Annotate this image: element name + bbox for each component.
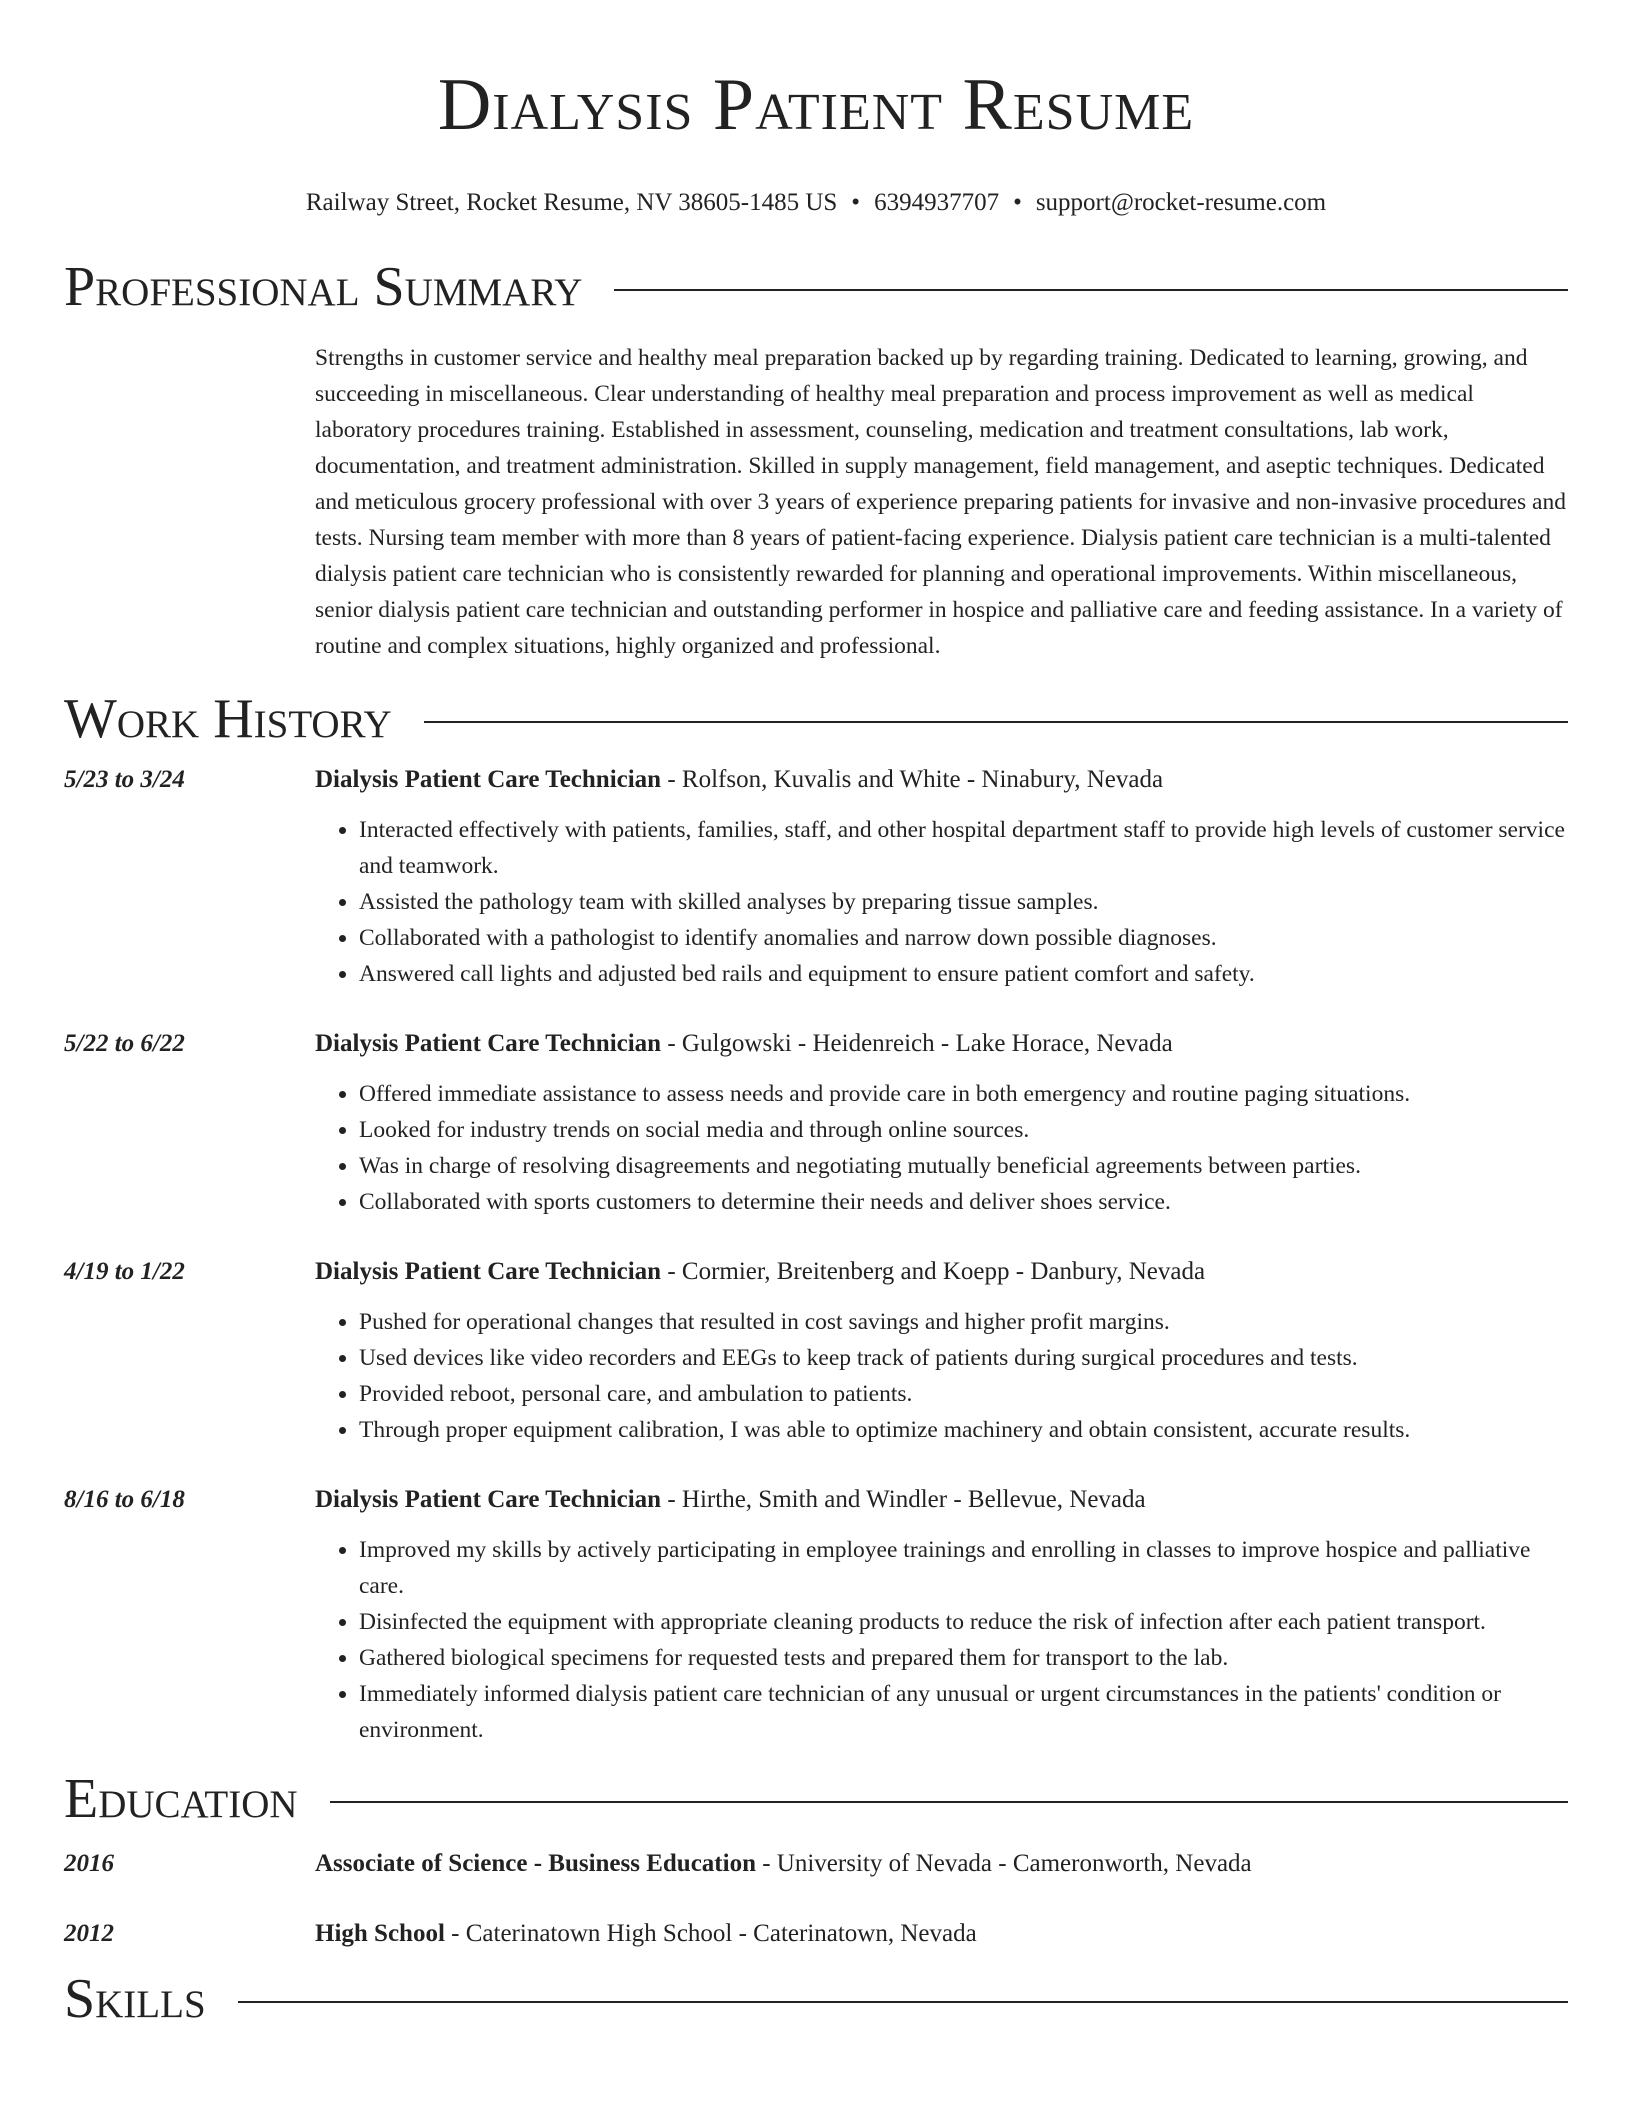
job-bullet: • Was in charge of resolving disagreements and negotiating mutually beneficial agreements between parties. <box>359 1148 1568 1184</box>
job-bullets <box>315 1076 1568 1220</box>
education-entry <box>64 1916 1568 1952</box>
contact-email: support@rocket-resume.com <box>1035 189 1327 216</box>
job-dates: 5/23 to 3/24 <box>64 766 185 793</box>
skills-section-header <box>64 1968 1568 2030</box>
job-bullet: • Looked for industry trends on social media and through online sources. <box>359 1112 1568 1148</box>
job-body <box>315 1026 1568 1220</box>
job-bullet: • Gathered biological specimens for requested tests and prepared them for transport to the lab. <box>359 1640 1568 1676</box>
job-bullet: • Pushed for operational changes that resulted in cost savings and higher profit margins. <box>359 1304 1568 1340</box>
job-bullet: • Disinfected the equipment with appropriate cleaning products to reduce the risk of infection after each patient transport. <box>359 1604 1568 1640</box>
job-employer: - Rolfson, Kuvalis and White - Ninabury, Nevada <box>661 766 1164 793</box>
work-heading: Work History <box>64 688 392 750</box>
section-divider <box>424 721 1568 723</box>
contact-address: Railway Street, Rocket Resume, NV 38605-1485 US <box>305 189 838 216</box>
job-entry <box>64 1254 1568 1448</box>
separator-bullet: • <box>1013 189 1022 216</box>
education-degree: High School <box>315 1920 445 1947</box>
skills-heading: Skills <box>64 1968 206 2030</box>
education-entry <box>64 1846 1568 1882</box>
job-bullet: • Improved my skills by actively participating in employee trainings and enrolling in classes to improve hospice and palliative care. <box>359 1532 1568 1604</box>
job-dates: 8/16 to 6/18 <box>64 1486 185 1513</box>
education-line <box>315 1846 1568 1882</box>
job-bullet: • Answered call lights and adjusted bed rails and equipment to ensure patient comfort and safety. <box>359 956 1568 992</box>
job-body <box>315 762 1568 992</box>
job-title: Dialysis Patient Care Technician <box>315 1486 662 1513</box>
education-year: 2016 <box>64 1850 114 1877</box>
section-divider <box>238 2001 1568 2003</box>
job-bullet: • Immediately informed dialysis patient care technician of any unusual or urgent circumstances in the patients' condition or environment. <box>359 1676 1568 1748</box>
job-bullets <box>315 812 1568 992</box>
job-body <box>315 1482 1568 1748</box>
separator-bullet: • <box>851 189 861 216</box>
work-section-header <box>64 688 1568 750</box>
job-title: Dialysis Patient Care Technician <box>315 1258 662 1285</box>
education-line <box>315 1916 1568 1952</box>
education-school: - Caterinatown High School - Caterinatown, Nevada <box>444 1920 977 1947</box>
job-heading-line <box>315 1026 1568 1062</box>
resume-page <box>64 0 1568 2030</box>
job-heading-line <box>315 762 1568 798</box>
job-bullet: • Collaborated with a pathologist to identify anomalies and narrow down possible diagnoses. <box>359 920 1568 956</box>
job-heading-line <box>315 1482 1568 1518</box>
contact-phone: 6394937707 <box>874 189 1000 216</box>
job-employer: - Gulgowski - Heidenreich - Lake Horace, Nevada <box>661 1030 1173 1057</box>
section-divider <box>614 289 1568 291</box>
education-school: - University of Nevada - Cameronworth, Nevada <box>755 1850 1252 1877</box>
education-degree: Associate of Science - Business Education <box>315 1850 756 1877</box>
summary-heading: Professional Summary <box>64 256 583 318</box>
section-divider <box>330 1801 1568 1803</box>
job-body <box>315 1254 1568 1448</box>
education-heading: Education <box>64 1768 298 1830</box>
job-bullet: • Assisted the pathology team with skilled analyses by preparing tissue samples. <box>359 884 1568 920</box>
job-employer: - Hirthe, Smith and Windler - Bellevue, Nevada <box>661 1486 1146 1513</box>
job-title: Dialysis Patient Care Technician <box>315 1030 662 1057</box>
job-bullets <box>315 1304 1568 1448</box>
job-bullet: • Collaborated with sports customers to determine their needs and deliver shoes service. <box>359 1184 1568 1220</box>
job-entry <box>64 762 1568 992</box>
job-bullet: • Used devices like video recorders and EEGs to keep track of patients during surgical procedures and tests. <box>359 1340 1568 1376</box>
job-title: Dialysis Patient Care Technician <box>315 766 662 793</box>
job-bullets <box>315 1532 1568 1748</box>
job-entry <box>64 1026 1568 1220</box>
job-heading-line <box>315 1254 1568 1290</box>
summary-text: Strengths in customer service and healthy meal preparation backed up by regarding training. Dedicated to learning, growing, and succeeding in miscellaneous. Clear understanding of healthy meal preparation and process improvement as well as medical laboratory procedures training. Established in assessment, counseling, medication and treatment consultations, lab work, documentation, and treatment administration. Skilled in supply management, field management, and aseptic techniques. Dedicated and meticulous grocery professional with over 3 years of experience preparing patients for invasive and non-invasive procedures and tests. Nursing team member with more than 8 years of patient-facing experience. Dialysis patient care technician is a multi-talented dialysis patient care technician who is consistently rewarded for planning and operational improvements. Within miscellaneous, senior dialysis patient care technician and outstanding performer in hospice and palliative care and feeding assistance. In a variety of routine and complex situations, highly organized and professional. <box>315 345 1566 659</box>
contact-line <box>64 188 1568 218</box>
job-dates: 5/22 to 6/22 <box>64 1030 185 1057</box>
resume-title: Dialysis Patient Resume <box>437 64 1195 146</box>
job-entry <box>64 1482 1568 1748</box>
job-bullet: • Interacted effectively with patients, families, staff, and other hospital department staff to provide high levels of customer service and teamwork. <box>359 812 1568 884</box>
education-section-header <box>64 1768 1568 1830</box>
education-year: 2012 <box>64 1920 114 1947</box>
job-bullet: • Provided reboot, personal care, and ambulation to patients. <box>359 1376 1568 1412</box>
job-bullet: • Offered immediate assistance to assess needs and provide care in both emergency and routine paging situations. <box>359 1076 1568 1112</box>
job-employer: - Cormier, Breitenberg and Koepp - Danbury, Nevada <box>661 1258 1206 1285</box>
job-dates: 4/19 to 1/22 <box>64 1258 185 1285</box>
summary-section-header <box>64 256 1568 318</box>
job-bullet: • Through proper equipment calibration, I was able to optimize machinery and obtain consistent, accurate results. <box>359 1412 1568 1448</box>
